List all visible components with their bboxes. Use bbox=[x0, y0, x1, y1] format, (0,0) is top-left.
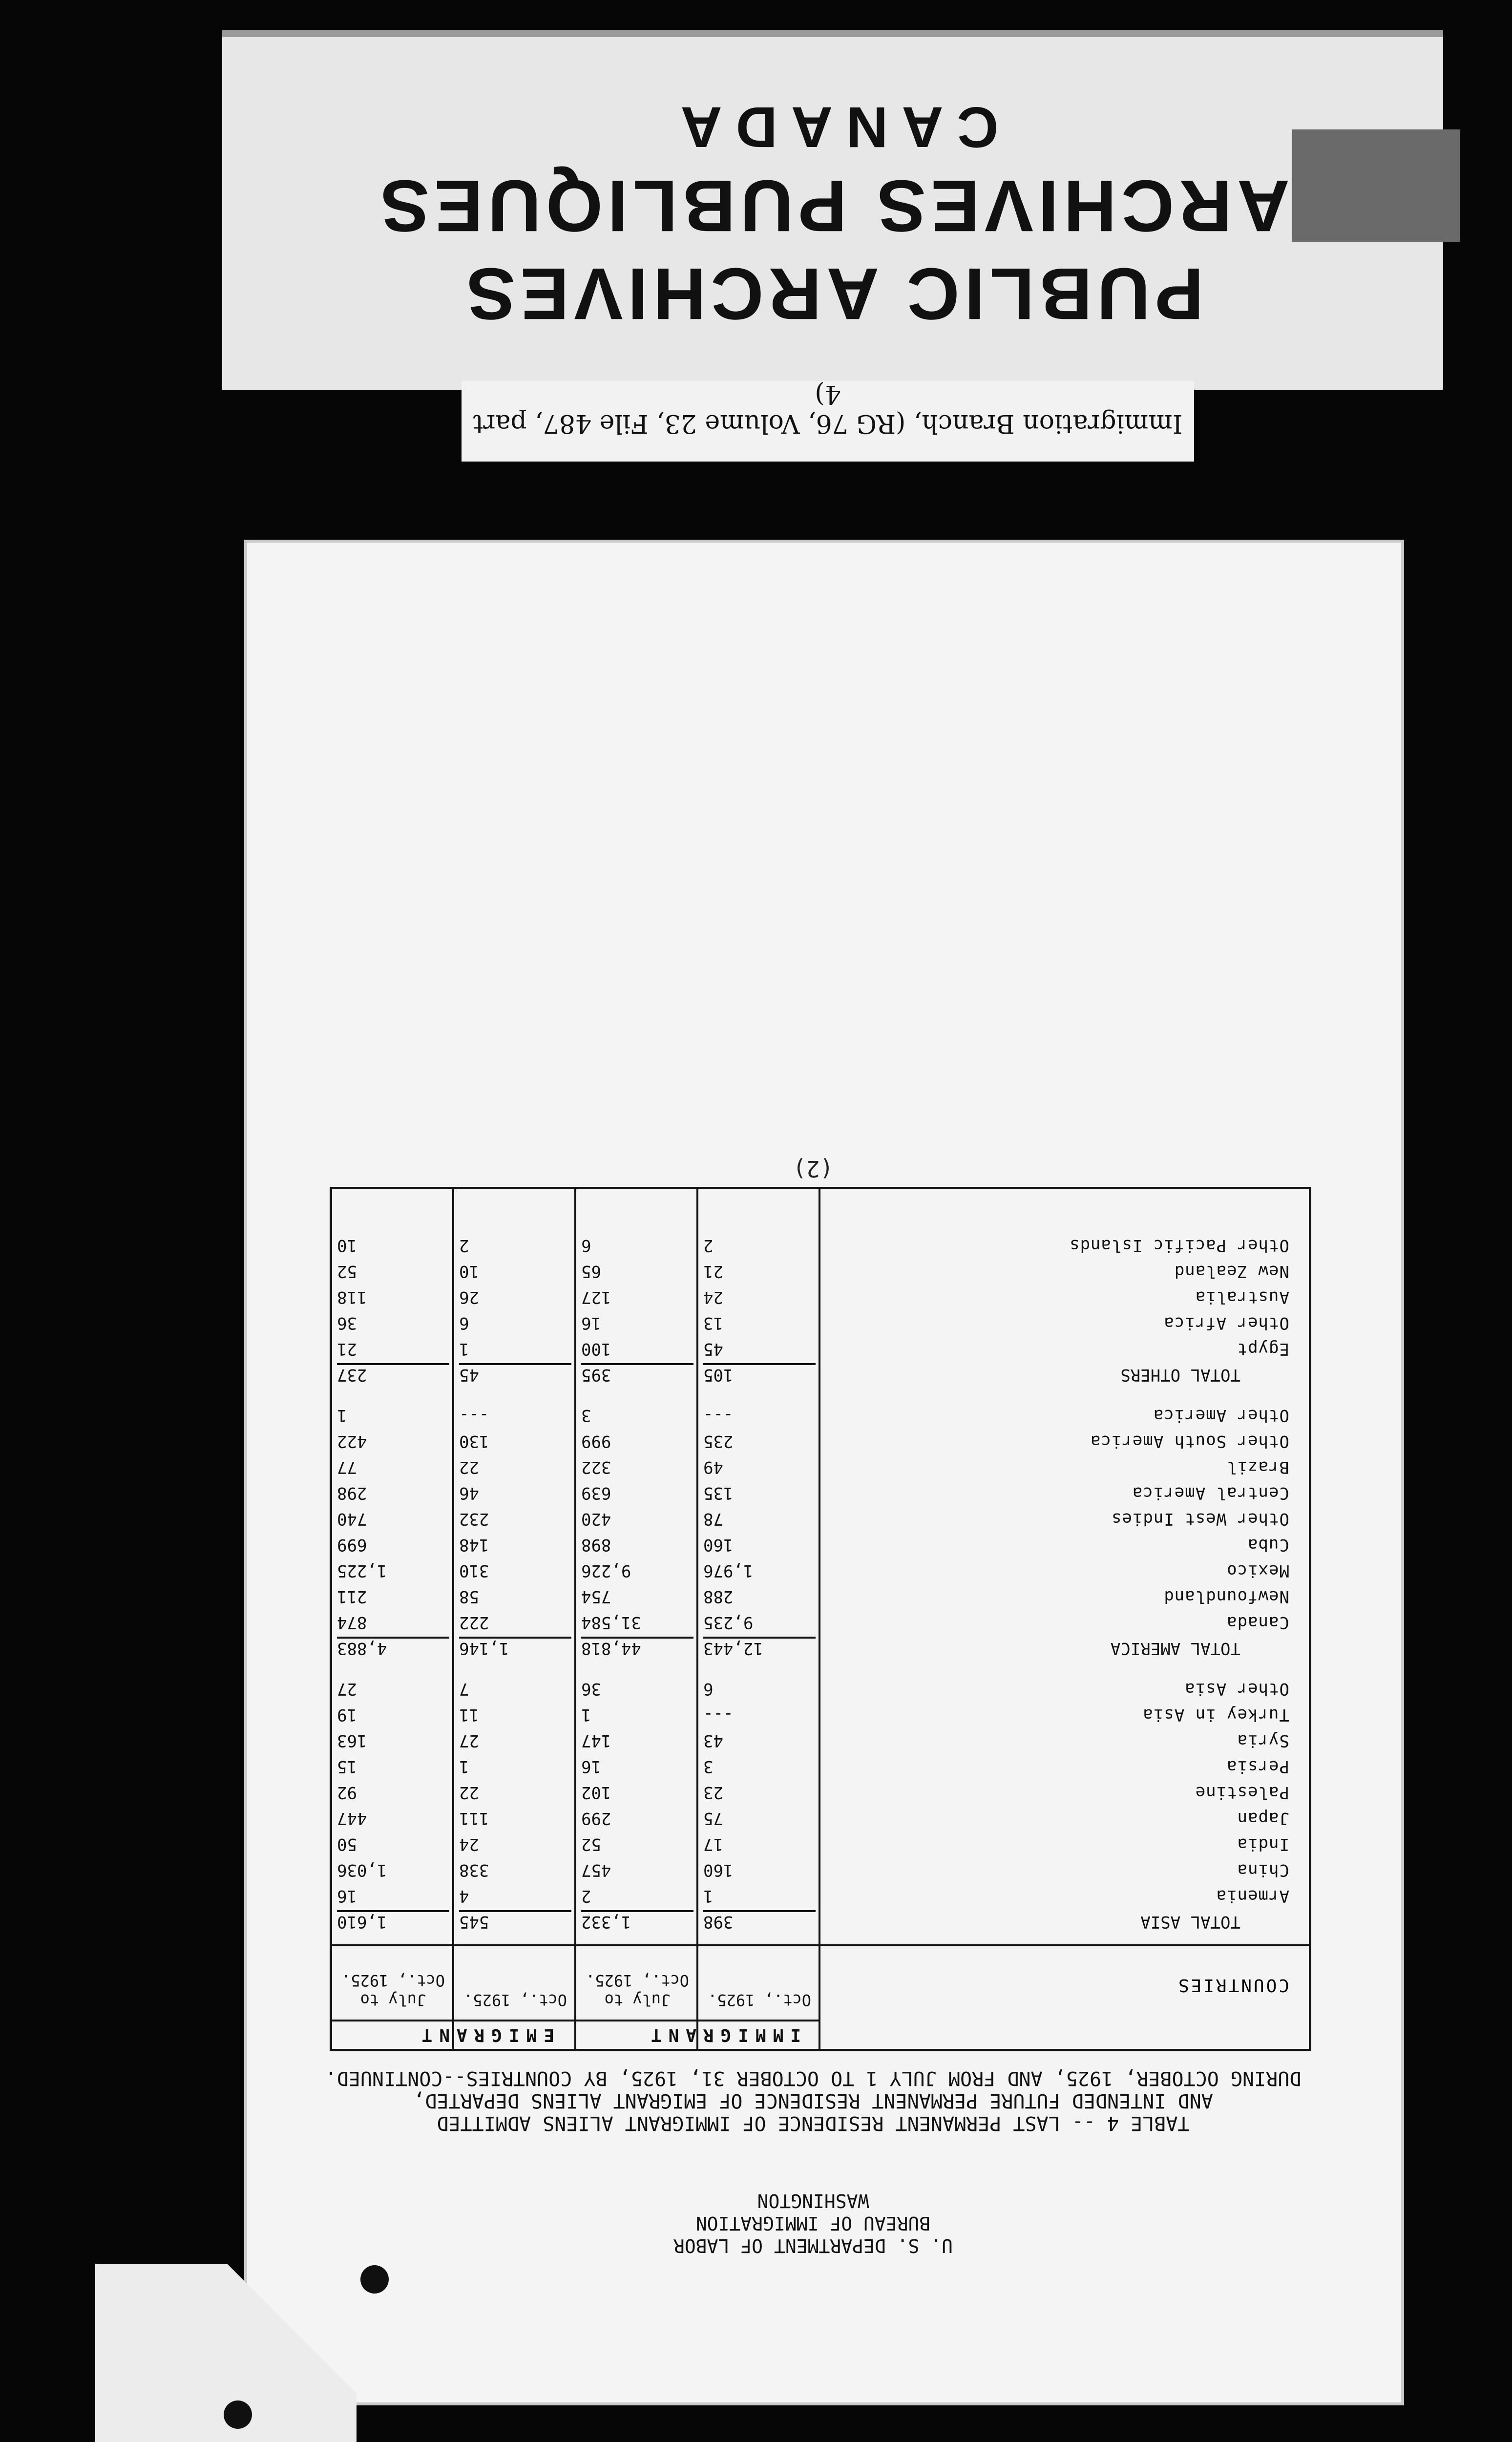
row-value-cell: 222 bbox=[459, 1613, 489, 1632]
row-value-cell: 147 bbox=[581, 1731, 611, 1750]
row-value-cell: 15 bbox=[337, 1757, 357, 1776]
column-header: July to Oct., 1925. bbox=[341, 1971, 445, 2009]
table-row bbox=[332, 1728, 1309, 1750]
row-value-cell: 422 bbox=[337, 1432, 367, 1451]
row-value-cell: 31,584 bbox=[581, 1613, 641, 1632]
row-value-cell: 148 bbox=[459, 1535, 489, 1555]
row-value-cell: 102 bbox=[581, 1783, 611, 1802]
row-value-cell: 100 bbox=[581, 1339, 611, 1359]
row-value-cell: 211 bbox=[337, 1587, 367, 1606]
document-content bbox=[266, 1153, 1360, 2295]
row-value-cell: 6 bbox=[459, 1313, 469, 1333]
row-value-cell: 3 bbox=[581, 1406, 591, 1425]
row-country-label: Newfoundland bbox=[1163, 1587, 1289, 1606]
table-row bbox=[332, 1754, 1309, 1776]
row-value-cell: 1 bbox=[459, 1757, 469, 1776]
row-value-cell: 27 bbox=[459, 1731, 479, 1750]
row-country-label: Persia bbox=[1226, 1757, 1289, 1776]
reference-caption-text: Immigration Branch, (RG 76, Volume 23, File 487, part 4) bbox=[473, 379, 1183, 438]
data-table bbox=[330, 1187, 1311, 2051]
index-tab bbox=[1292, 129, 1460, 242]
table-row bbox=[332, 1429, 1309, 1451]
row-country-label: Other West Indies bbox=[1111, 1509, 1289, 1529]
row-value-cell: 24 bbox=[703, 1287, 723, 1307]
department-heading: U. S. DEPARTMENT OF LABOR bbox=[673, 2235, 953, 2256]
row-value-cell: 105 bbox=[703, 1363, 816, 1385]
row-value-cell: 874 bbox=[337, 1613, 367, 1632]
table-row bbox=[332, 1259, 1309, 1281]
row-value-cell: 639 bbox=[581, 1483, 611, 1503]
table-row bbox=[332, 1558, 1309, 1580]
row-value-cell: 46 bbox=[459, 1483, 479, 1503]
group-header-emigrant: EMIGRANT bbox=[415, 2025, 554, 2045]
row-value-cell: 52 bbox=[337, 1262, 357, 1281]
table-row bbox=[332, 1909, 1309, 1932]
row-value-cell: 45 bbox=[459, 1363, 571, 1385]
row-value-cell: 457 bbox=[581, 1860, 611, 1880]
row-value-cell: 6 bbox=[581, 1236, 591, 1255]
table-row bbox=[332, 1857, 1309, 1880]
row-value-cell: 19 bbox=[337, 1705, 357, 1725]
column-header: July to Oct., 1925. bbox=[586, 1971, 689, 2009]
row-value-cell: 420 bbox=[581, 1509, 611, 1529]
row-country-label: New Zealand bbox=[1174, 1262, 1289, 1281]
row-value-cell: 58 bbox=[459, 1587, 479, 1606]
row-value-cell: 36 bbox=[337, 1313, 357, 1333]
table-divider bbox=[332, 2020, 820, 2021]
table-row bbox=[332, 1806, 1309, 1828]
row-country-label: Australia bbox=[1195, 1287, 1289, 1307]
row-value-cell: 49 bbox=[703, 1457, 723, 1477]
row-value-cell: 43 bbox=[703, 1731, 723, 1750]
table-row bbox=[332, 1233, 1309, 1255]
row-value-cell: 1 bbox=[703, 1886, 714, 1906]
row-value-cell: 1 bbox=[337, 1406, 347, 1425]
row-value-cell: 395 bbox=[581, 1363, 693, 1385]
row-country-label: Syria bbox=[1237, 1731, 1289, 1750]
table-title-line-1: TABLE 4 -- LAST PERMANENT RESIDENCE OF IMMIGRANT ALIENS ADMITTED bbox=[437, 2112, 1190, 2134]
row-value-cell: 545 bbox=[459, 1910, 571, 1932]
row-value-cell: 2 bbox=[581, 1886, 591, 1906]
row-value-cell: 21 bbox=[337, 1339, 357, 1359]
table-divider bbox=[332, 1944, 1309, 1946]
row-value-cell: 4 bbox=[459, 1886, 469, 1906]
row-value-cell: 78 bbox=[703, 1509, 723, 1529]
column-header: Oct., 1925. bbox=[708, 1991, 811, 2009]
row-total-label: TOTAL OTHERS bbox=[1120, 1365, 1240, 1385]
row-value-cell: 17 bbox=[703, 1834, 723, 1854]
table-title-line-2: AND INTENDED FUTURE PERMANENT RESIDENCE OF EMIGRANT ALIENS DEPARTED, bbox=[413, 2089, 1213, 2112]
row-value-cell: 447 bbox=[337, 1809, 367, 1828]
column-header: Oct., 1925. bbox=[463, 1991, 567, 2009]
row-value-cell: 52 bbox=[581, 1834, 601, 1854]
row-country-label: Palestine bbox=[1195, 1783, 1289, 1802]
row-value-cell: 77 bbox=[337, 1457, 357, 1477]
row-value-cell: 1,610 bbox=[337, 1910, 449, 1932]
row-value-cell: 288 bbox=[703, 1587, 734, 1606]
row-value-cell: 23 bbox=[703, 1783, 723, 1802]
row-total-label: TOTAL ASIA bbox=[1140, 1912, 1240, 1932]
row-value-cell: 7 bbox=[459, 1679, 469, 1699]
row-value-cell: 1 bbox=[459, 1339, 469, 1359]
table-row bbox=[332, 1883, 1309, 1906]
row-value-cell: 12,443 bbox=[703, 1637, 816, 1658]
row-country-label: Turkey in Asia bbox=[1142, 1705, 1289, 1725]
table-row bbox=[332, 1336, 1309, 1359]
table-row bbox=[332, 1403, 1309, 1425]
row-value-cell: 1,036 bbox=[337, 1860, 387, 1880]
table-row bbox=[332, 1780, 1309, 1802]
row-value-cell: 135 bbox=[703, 1483, 734, 1503]
bureau-heading: BUREAU OF IMMIGRATION bbox=[695, 2212, 931, 2234]
row-country-label: Other Pacific Islands bbox=[1069, 1236, 1289, 1255]
row-value-cell: 898 bbox=[581, 1535, 611, 1555]
table-row bbox=[332, 1284, 1309, 1307]
row-country-label: Other Asia bbox=[1184, 1679, 1289, 1699]
table-row bbox=[332, 1454, 1309, 1477]
row-value-cell: 1,225 bbox=[337, 1561, 387, 1580]
row-value-cell: 9,226 bbox=[581, 1561, 631, 1580]
table-row bbox=[332, 1676, 1309, 1699]
row-value-cell: 237 bbox=[337, 1363, 449, 1385]
row-country-label: Armenia bbox=[1216, 1886, 1289, 1906]
row-value-cell: --- bbox=[703, 1406, 734, 1425]
row-value-cell: 1,332 bbox=[581, 1910, 693, 1932]
page-number: (2) bbox=[793, 1156, 834, 1182]
punch-hole bbox=[224, 2400, 252, 2429]
row-country-label: Other America bbox=[1153, 1406, 1289, 1425]
row-country-label: Other South America bbox=[1090, 1432, 1289, 1451]
row-country-label: Central America bbox=[1132, 1483, 1289, 1503]
table-row bbox=[332, 1506, 1309, 1529]
row-value-cell: 999 bbox=[581, 1432, 611, 1451]
row-value-cell: --- bbox=[703, 1705, 734, 1725]
row-value-cell: 11 bbox=[459, 1705, 479, 1725]
row-value-cell: 75 bbox=[703, 1809, 723, 1828]
row-value-cell: 16 bbox=[581, 1313, 601, 1333]
group-header-immigrant: IMMIGRANT bbox=[644, 2025, 801, 2045]
row-value-cell: 10 bbox=[337, 1236, 357, 1255]
row-country-label: Japan bbox=[1237, 1809, 1289, 1828]
row-country-label: Mexico bbox=[1226, 1561, 1289, 1580]
table-row bbox=[332, 1584, 1309, 1606]
row-value-cell: 754 bbox=[581, 1587, 611, 1606]
row-value-cell: 10 bbox=[459, 1262, 479, 1281]
row-value-cell: 130 bbox=[459, 1432, 489, 1451]
table-title-line-3: DURING OCTOBER, 1925, AND FROM JULY 1 TO OCTOBER 31, 1925, BY COUNTRIES--CONTINUED. bbox=[325, 2067, 1302, 2089]
row-country-label: Cuba bbox=[1247, 1535, 1289, 1555]
row-value-cell: 1,976 bbox=[703, 1561, 754, 1580]
row-value-cell: 127 bbox=[581, 1287, 611, 1307]
row-value-cell: 16 bbox=[337, 1886, 357, 1906]
table-row bbox=[332, 1362, 1309, 1385]
row-value-cell: 160 bbox=[703, 1860, 734, 1880]
row-value-cell: 6 bbox=[703, 1679, 714, 1699]
row-value-cell: 22 bbox=[459, 1783, 479, 1802]
row-country-label: Brazil bbox=[1226, 1457, 1289, 1477]
row-value-cell: 9,235 bbox=[703, 1613, 754, 1632]
row-value-cell: 1,146 bbox=[459, 1637, 571, 1658]
table-row bbox=[332, 1532, 1309, 1555]
row-value-cell: 298 bbox=[337, 1483, 367, 1503]
row-value-cell: 699 bbox=[337, 1535, 367, 1555]
row-country-label: Other Africa bbox=[1163, 1313, 1289, 1333]
row-value-cell: 1 bbox=[581, 1705, 591, 1725]
row-value-cell: 45 bbox=[703, 1339, 723, 1359]
row-value-cell: 65 bbox=[581, 1262, 601, 1281]
archive-title-english: PUBLIC ARCHIVES bbox=[462, 253, 1204, 335]
archive-header-card bbox=[222, 30, 1443, 390]
row-country-label: Egypt bbox=[1237, 1339, 1289, 1359]
row-value-cell: 16 bbox=[581, 1757, 601, 1776]
row-value-cell: --- bbox=[459, 1406, 489, 1425]
archive-title-french: ARCHIVES PUBLIQUES bbox=[376, 165, 1290, 247]
row-value-cell: 118 bbox=[337, 1287, 367, 1307]
row-value-cell: 111 bbox=[459, 1809, 489, 1828]
row-value-cell: 740 bbox=[337, 1509, 367, 1529]
row-value-cell: 92 bbox=[337, 1783, 357, 1802]
row-value-cell: 160 bbox=[703, 1535, 734, 1555]
table-row bbox=[332, 1636, 1309, 1658]
countries-header: COUNTRIES bbox=[1176, 1975, 1289, 1995]
row-value-cell: 21 bbox=[703, 1262, 723, 1281]
row-value-cell: 232 bbox=[459, 1509, 489, 1529]
archive-country: CANADA bbox=[667, 95, 999, 159]
row-value-cell: 2 bbox=[703, 1236, 714, 1255]
row-value-cell: 36 bbox=[581, 1679, 601, 1699]
row-value-cell: 163 bbox=[337, 1731, 367, 1750]
table-row bbox=[332, 1480, 1309, 1503]
row-value-cell: 26 bbox=[459, 1287, 479, 1307]
row-value-cell: 299 bbox=[581, 1809, 611, 1828]
row-total-label: TOTAL AMERICA bbox=[1110, 1639, 1240, 1658]
table-row bbox=[332, 1610, 1309, 1632]
row-value-cell: 398 bbox=[703, 1910, 816, 1932]
row-value-cell: 338 bbox=[459, 1860, 489, 1880]
row-value-cell: 2 bbox=[459, 1236, 469, 1255]
row-value-cell: 3 bbox=[703, 1757, 714, 1776]
row-value-cell: 235 bbox=[703, 1432, 734, 1451]
row-value-cell: 310 bbox=[459, 1561, 489, 1580]
row-value-cell: 4,883 bbox=[337, 1637, 449, 1658]
row-value-cell: 44,818 bbox=[581, 1637, 693, 1658]
row-value-cell: 24 bbox=[459, 1834, 479, 1854]
row-country-label: Canada bbox=[1226, 1613, 1289, 1632]
table-row bbox=[332, 1832, 1309, 1854]
city-heading: WASHINGTON bbox=[757, 2190, 869, 2211]
row-value-cell: 22 bbox=[459, 1457, 479, 1477]
row-country-label: India bbox=[1237, 1834, 1289, 1854]
row-value-cell: 50 bbox=[337, 1834, 357, 1854]
punch-hole bbox=[360, 2265, 389, 2294]
table-row bbox=[332, 1310, 1309, 1333]
row-value-cell: 13 bbox=[703, 1313, 723, 1333]
row-value-cell: 322 bbox=[581, 1457, 611, 1477]
row-value-cell: 27 bbox=[337, 1679, 357, 1699]
table-row bbox=[332, 1702, 1309, 1725]
row-country-label: China bbox=[1237, 1860, 1289, 1880]
reference-caption bbox=[462, 381, 1194, 462]
